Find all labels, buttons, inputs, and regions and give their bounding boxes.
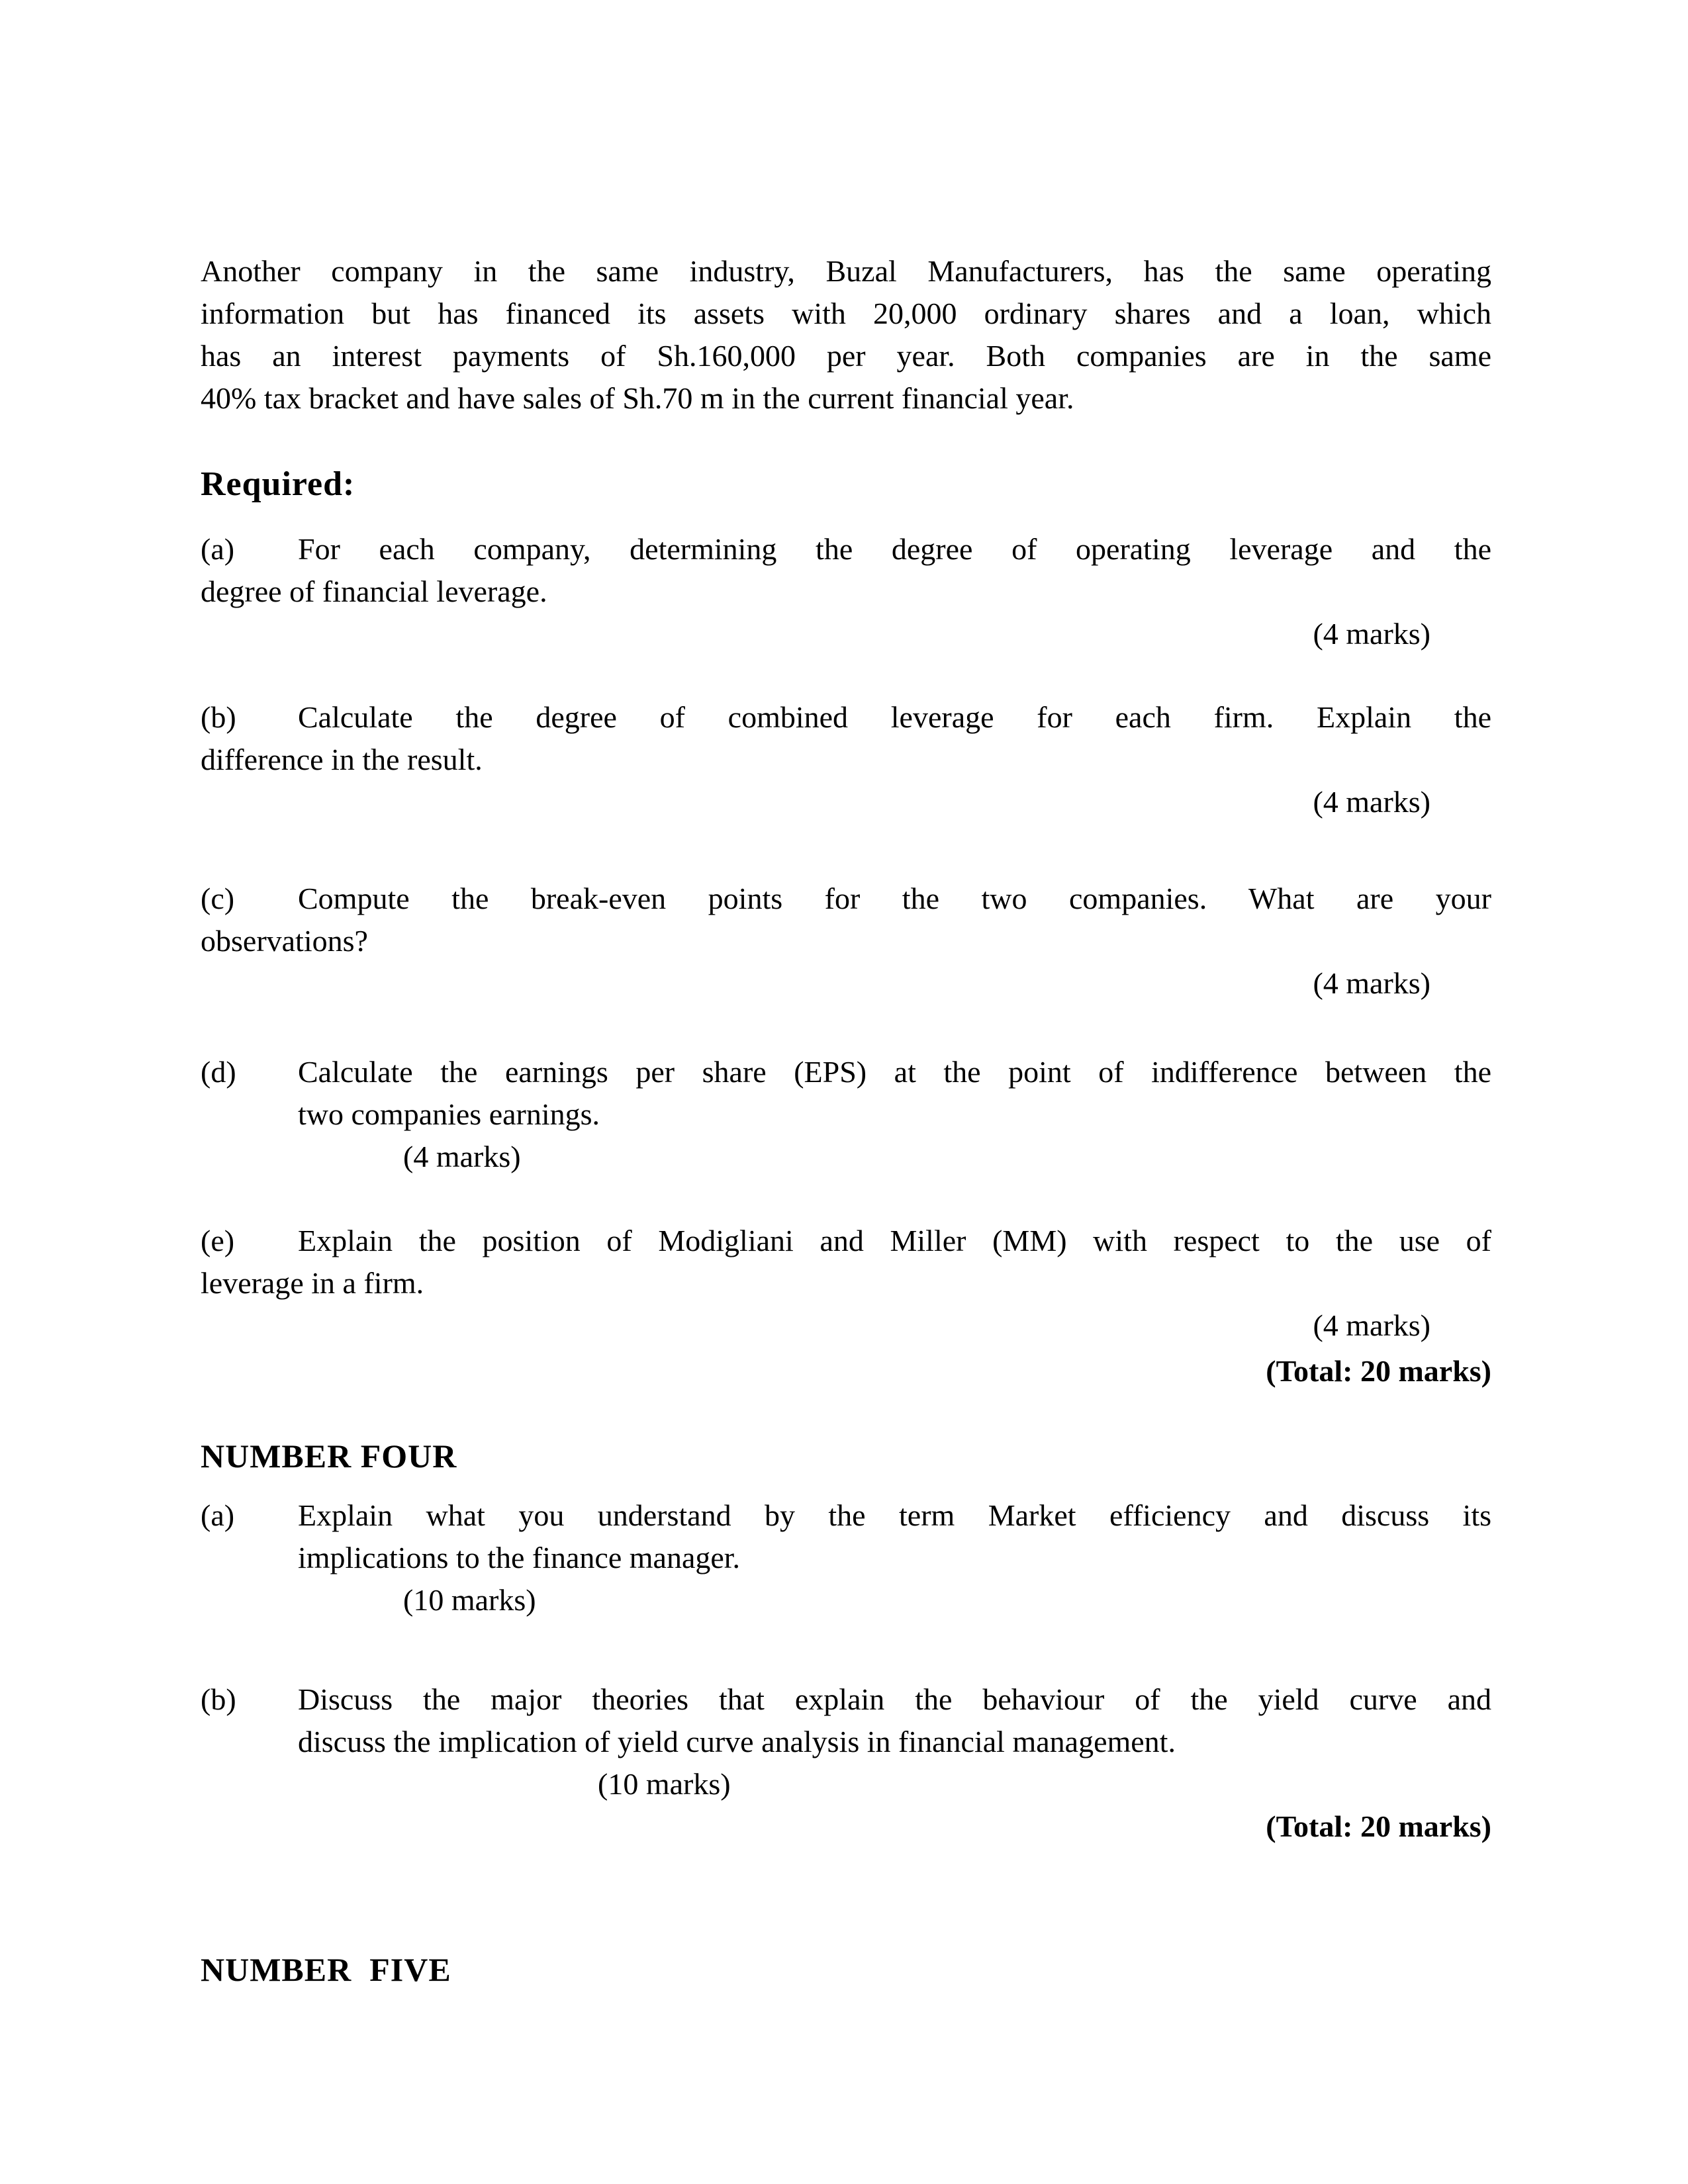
marks-label: (4 marks) <box>1313 966 1430 1000</box>
item-first-line <box>201 1494 1491 1537</box>
item-text: Compute the break-even points for the two companies. What are your <box>298 882 1491 915</box>
item-first-line <box>201 878 1491 920</box>
item-first-line <box>201 1051 1491 1093</box>
number-five-heading: NUMBER FIVE <box>201 1951 451 1988</box>
item-wrap-line: observations? <box>201 924 368 958</box>
marks-label: (4 marks) <box>1313 617 1430 651</box>
paragraph-line: has an interest payments of Sh.160,000 per year. Both companies are in the same <box>201 339 1491 373</box>
required-heading: Required: <box>201 465 355 503</box>
item-text: Explain what you understand by the term Market efficiency and discuss its <box>298 1498 1491 1532</box>
number-four-heading: NUMBER FOUR <box>201 1437 457 1475</box>
item-text: Discuss the major theories that explain the behaviour of the yield curve and <box>298 1682 1491 1716</box>
item-label: (b) <box>201 1682 236 1716</box>
question-item-d <box>201 1051 1491 1178</box>
item-text: Calculate the degree of combined leverage for each firm. Explain the <box>298 700 1491 734</box>
paragraph-line: 40% tax bracket and have sales of Sh.70 m in the current financial year. <box>201 381 1074 415</box>
marks-label: (4 marks) <box>1313 1308 1430 1342</box>
question-four-item-a <box>201 1494 1491 1621</box>
item-wrap-line: implications to the finance manager. <box>298 1541 741 1574</box>
item-wrap-line: degree of financial leverage. <box>201 574 547 608</box>
item-wrap-line: leverage in a firm. <box>201 1266 424 1300</box>
item-wrap-line: discuss the implication of yield curve analysis in financial management. <box>298 1725 1176 1758</box>
question-item-e <box>201 1220 1491 1347</box>
item-wrap-line: two companies earnings. <box>298 1097 600 1131</box>
item-wrap-line: difference in the result. <box>201 743 483 776</box>
marks-label: (10 marks) <box>403 1583 536 1617</box>
paragraph-line: Another company in the same industry, Buzal Manufacturers, has the same operating <box>201 254 1491 288</box>
total-marks-label: (Total: 20 marks) <box>1266 1354 1491 1388</box>
item-text: Calculate the earnings per share (EPS) at the point of indifference between the <box>298 1055 1491 1089</box>
marks-label: (4 marks) <box>403 1140 521 1173</box>
item-label: (c) <box>201 882 235 915</box>
question-item-c <box>201 878 1491 1005</box>
item-text: Explain the position of Modigliani and Miller (MM) with respect to the use of <box>298 1224 1491 1257</box>
item-label: (d) <box>201 1055 236 1089</box>
item-label: (a) <box>201 532 235 566</box>
item-label: (e) <box>201 1224 235 1257</box>
marks-label: (4 marks) <box>1313 785 1430 819</box>
item-first-line <box>201 1220 1491 1262</box>
item-first-line <box>201 528 1491 570</box>
intro-paragraph <box>201 250 1491 420</box>
item-first-line <box>201 696 1491 739</box>
item-label: (b) <box>201 700 236 734</box>
paragraph-line: information but has financed its assets with 20,000 ordinary shares and a loan, which <box>201 296 1491 330</box>
question-item-a <box>201 528 1491 655</box>
item-label: (a) <box>201 1498 235 1532</box>
item-text: For each company, determining the degree of operating leverage and the <box>298 532 1491 566</box>
question-four-item-b <box>201 1678 1491 1805</box>
item-first-line <box>201 1678 1491 1721</box>
question-item-b <box>201 696 1491 823</box>
total-marks-label: (Total: 20 marks) <box>1266 1809 1491 1843</box>
marks-label: (10 marks) <box>598 1767 731 1801</box>
